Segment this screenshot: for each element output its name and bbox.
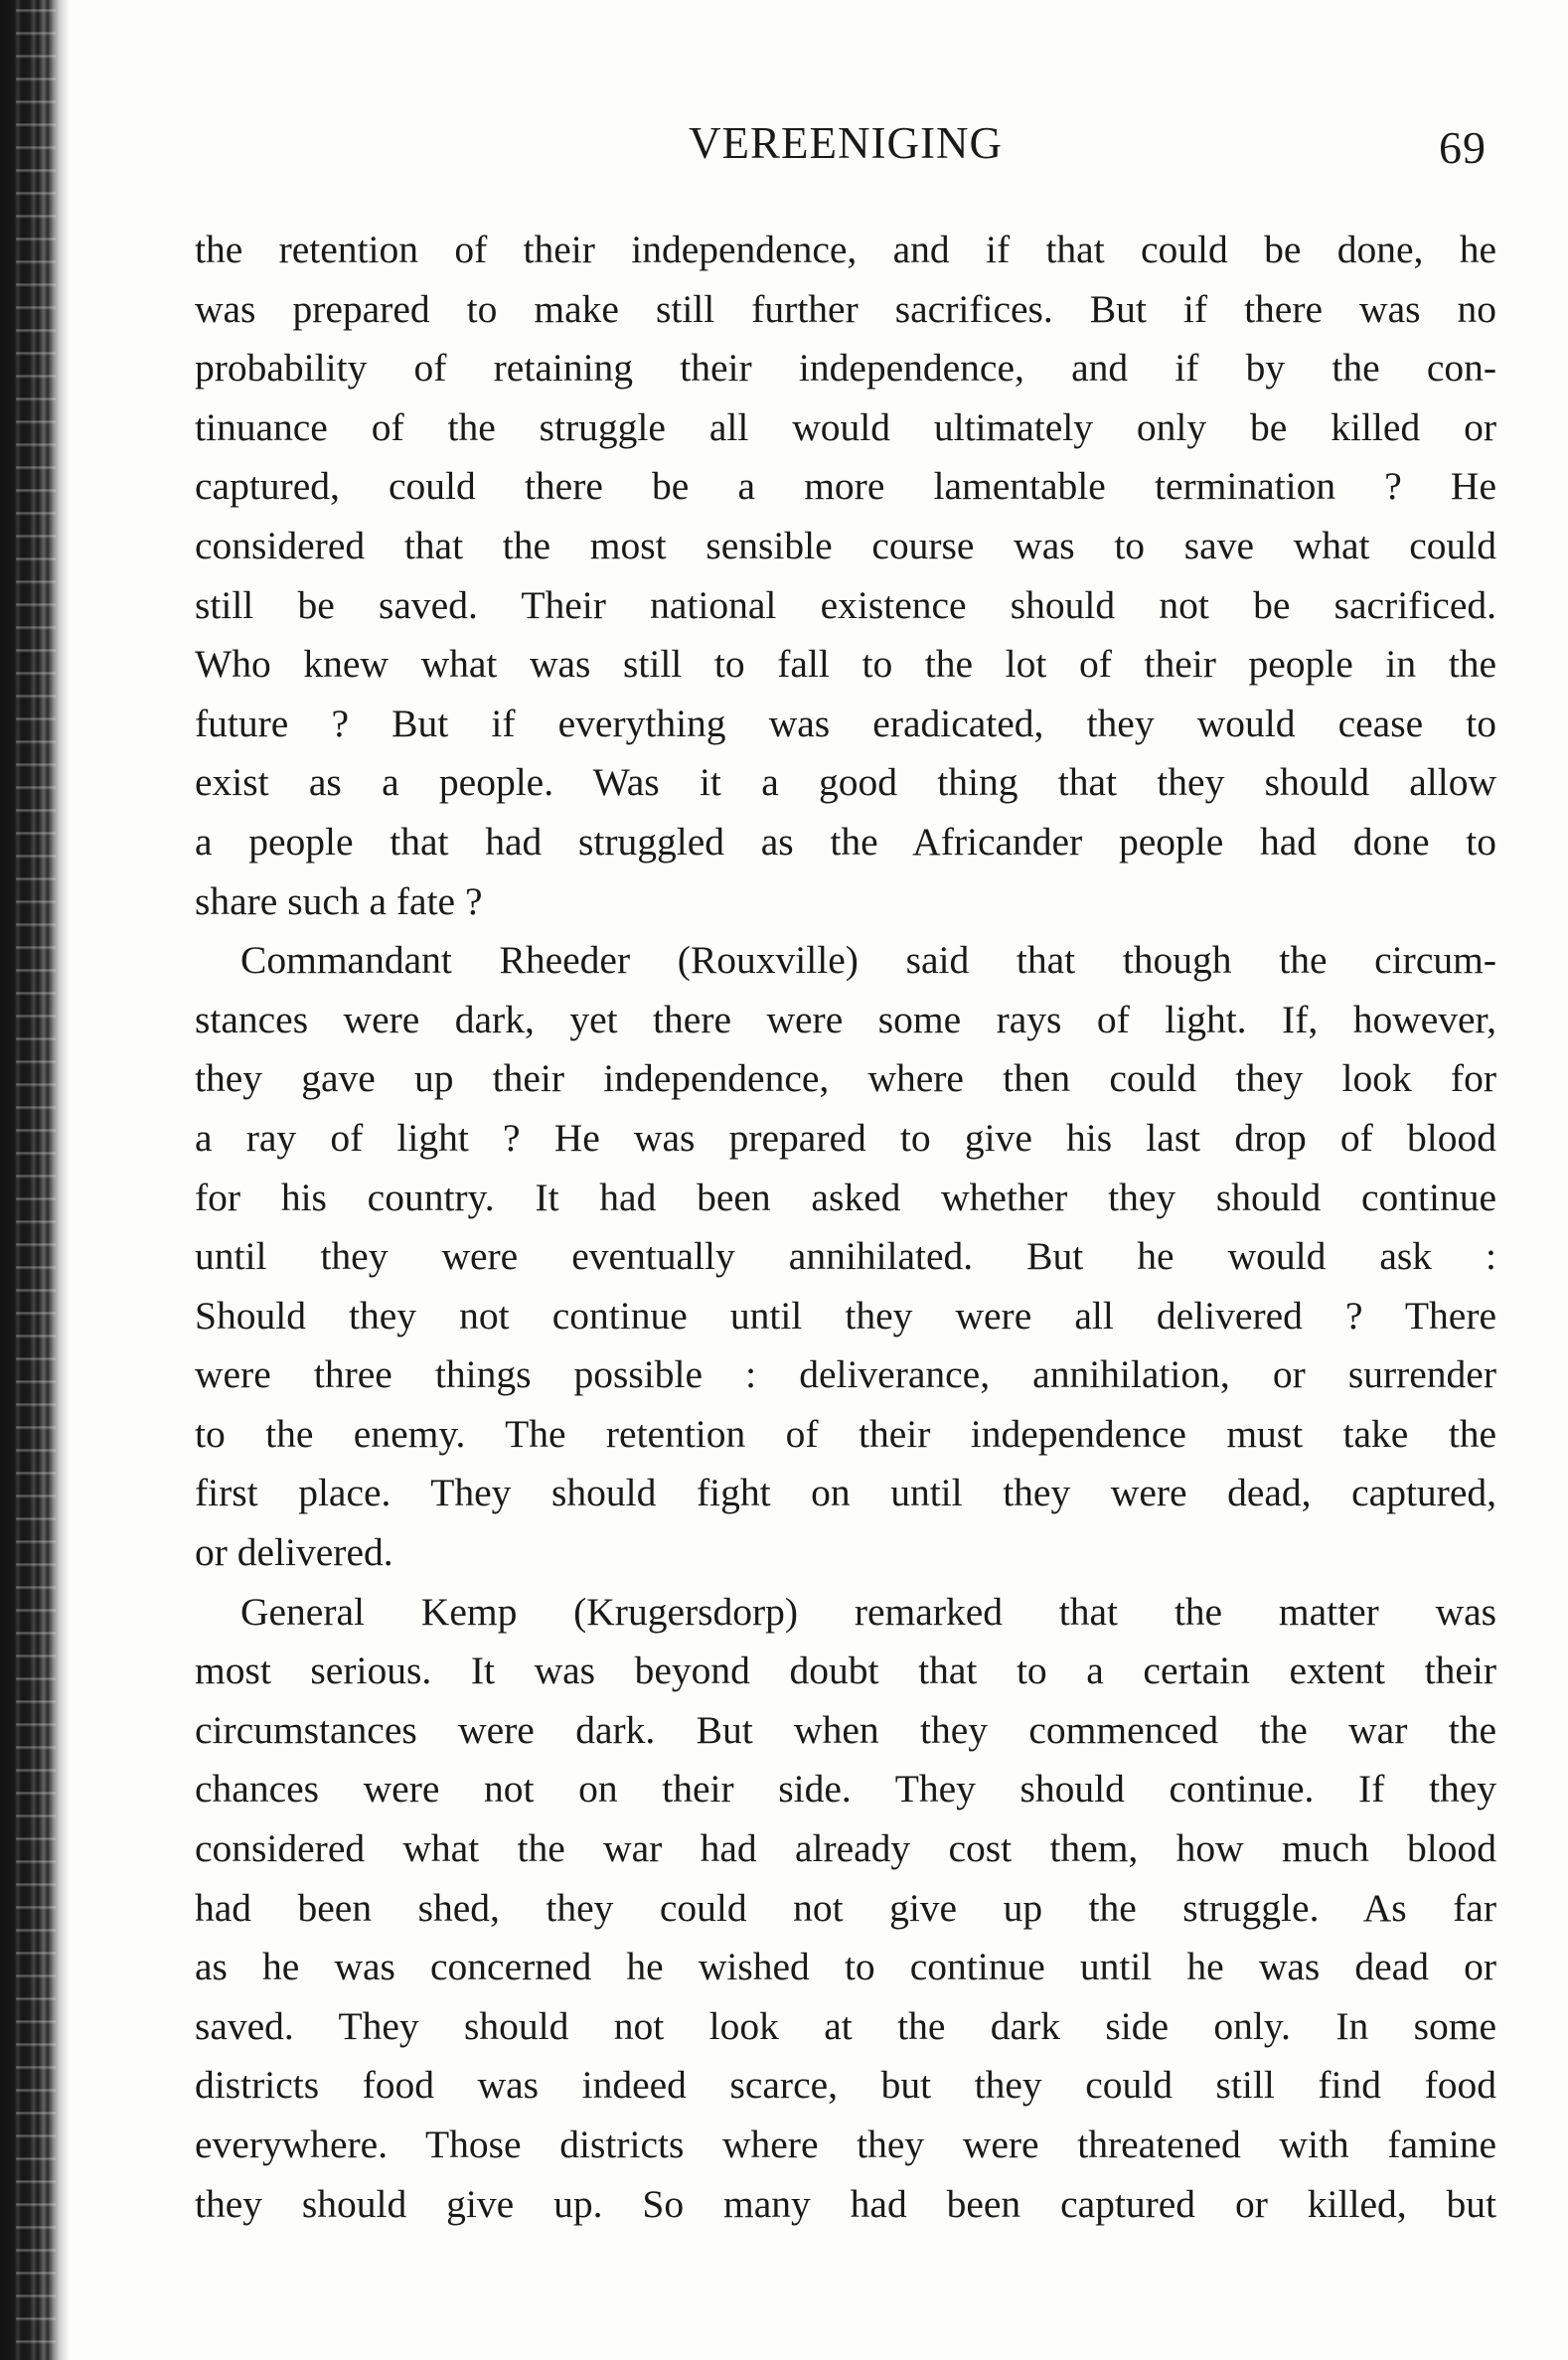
text-line: future ? But if everything was eradicated, they would cease to	[195, 701, 1496, 745]
text-line: circumstances were dark. But when they commenced the war the	[195, 1707, 1496, 1752]
running-head	[195, 117, 1496, 177]
running-title: VEREENIGING	[689, 118, 1003, 168]
binding-texture	[16, 0, 56, 2360]
text-line: first place. They should fight on until they were dead, captured,	[195, 1471, 1496, 1515]
text-line: a ray of light ? He was prepared to give his last drop of blood	[195, 1115, 1496, 1160]
paragraph-last-line: or delivered.	[195, 1530, 393, 1575]
paragraph-last-line: share such a fate ?	[195, 878, 483, 923]
text-line: considered that the most sensible course was to save what could	[195, 523, 1496, 567]
text-line: were three things possible : deliverance, annihilation, or surrender	[195, 1352, 1496, 1397]
text-line: saved. They should not look at the dark side only. In some	[195, 2003, 1496, 2048]
text-line: districts food was indeed scarce, but they could still find food	[195, 2063, 1496, 2108]
text-line: for his country. It had been asked whether they should continue	[195, 1175, 1496, 1219]
paragraph-first-line: Commandant Rheeder (Rouxville) said that though the circum-	[240, 938, 1496, 983]
text-line: they gave up their independence, where then could they look for	[195, 1056, 1496, 1101]
text-line: to the enemy. The retention of their independence must take the	[195, 1411, 1496, 1456]
text-line: Should they not continue until they were all delivered ? There	[195, 1293, 1496, 1337]
text-line: everywhere. Those districts where they were threatened with famine	[195, 2123, 1496, 2166]
text-line: the retention of their independence, and if that could be done, he	[195, 228, 1496, 271]
text-line: still be saved. Their national existence should not be sacrificed.	[195, 582, 1496, 627]
text-line: they should give up. So many had been captured or killed, but	[195, 2181, 1496, 2226]
text-line: as he was concerned he wished to continue until he was dead or	[195, 1945, 1496, 1989]
text-line: a people that had struggled as the Africander people had done to	[195, 819, 1496, 864]
text-line: most serious. It was beyond doubt that to a certain extent their	[195, 1649, 1496, 1693]
text-line: chances were not on their side. They should continue. If they	[195, 1767, 1496, 1811]
text-line: was prepared to make still further sacrifices. But if there was no	[195, 286, 1496, 331]
text-line: considered what the war had already cost them, how much blood	[195, 1826, 1496, 1871]
text-line: probability of retaining their independence, and if by the con-	[195, 346, 1496, 391]
text-line: tinuance of the struggle all would ultimately only be killed or	[195, 404, 1496, 449]
paragraph-first-line: General Kemp (Krugersdorp) remarked that the matter was	[240, 1589, 1496, 1634]
text-line: until they were eventually annihilated. But he would ask :	[195, 1234, 1496, 1279]
page-number: 69	[1439, 122, 1487, 173]
text-line: exist as a people. Was it a good thing that they should allow	[195, 760, 1496, 805]
text-line: Who knew what was still to fall to the lot of their people in the	[195, 642, 1496, 687]
text-line: had been shed, they could not give up the struggle. As far	[195, 1885, 1496, 1930]
text-line: stances were dark, yet there were some rays of light. If, however,	[195, 997, 1496, 1041]
body-text	[195, 221, 1496, 2234]
text-line: captured, could there be a more lamentable termination ? He	[195, 464, 1496, 509]
